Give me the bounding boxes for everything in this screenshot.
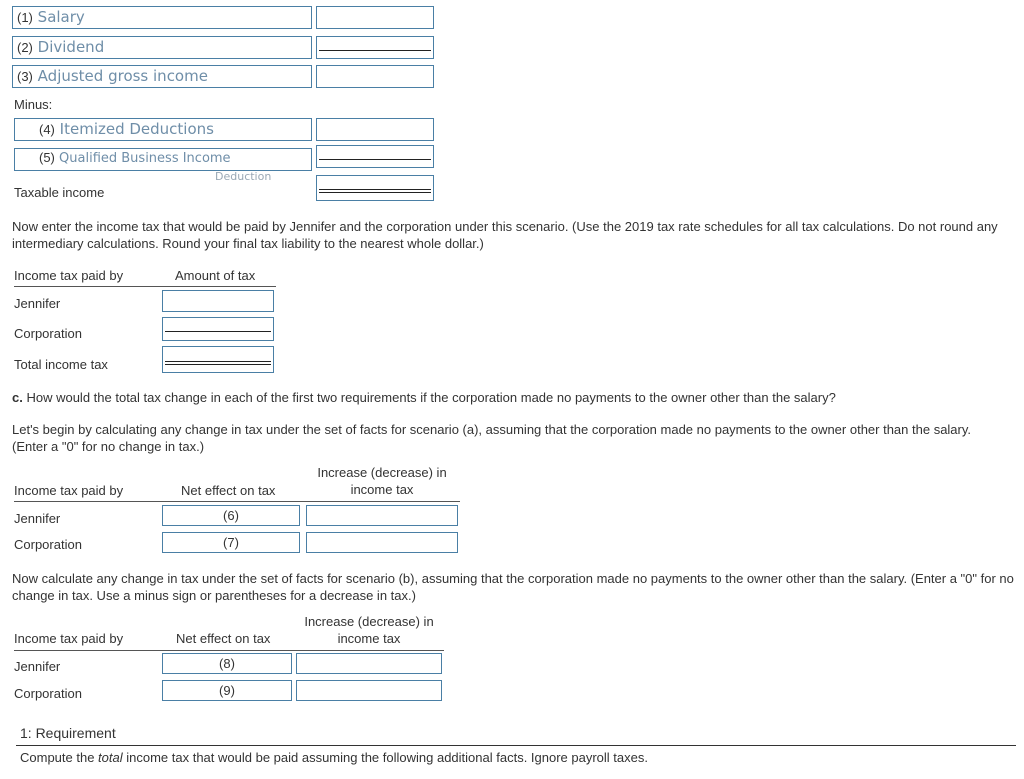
col-header-paid-by: Income tax paid by <box>14 268 124 283</box>
row-label-jennifer: Jennifer <box>14 296 61 311</box>
qbi-deduction-amount-input[interactable] <box>316 145 434 168</box>
table-a-col-header-change-line1: Increase (decrease) in <box>317 465 447 480</box>
table-a-row-jennifer: Jennifer <box>14 511 61 526</box>
table-b-row-jennifer: Jennifer <box>14 659 61 674</box>
table-a-col-header-change-line2: income tax <box>350 482 414 497</box>
table-b-corporation-change-input[interactable] <box>296 680 442 701</box>
taxable-income-amount-input[interactable] <box>316 175 434 201</box>
row-label-corporation: Corporation <box>14 326 82 341</box>
corporation-tax-input[interactable] <box>162 317 274 341</box>
row-number: (5) <box>39 150 55 165</box>
table-a-col-header-net: Net effect on tax <box>181 483 276 498</box>
dividend-label-box[interactable] <box>12 36 312 59</box>
jennifer-tax-input[interactable] <box>162 290 274 312</box>
scenario-instructions: Now enter the income tax that would be paid by Jennifer and the corporation under this scenario. (Use the 2019 tax rate schedules for all tax calculations. Do not round any intermediary calculations. Round your final tax liability to the nearest whole dollar.) <box>12 219 998 251</box>
taxable-income-label: Taxable income <box>14 185 105 200</box>
requirement-title: 1: Requirement <box>20 725 116 741</box>
table-b-corporation-net-input[interactable] <box>162 680 292 701</box>
header-divider <box>14 286 276 287</box>
dividend-amount-input[interactable] <box>316 36 434 59</box>
requirement-text-end: income tax that would be paid assuming the following additional facts. Ignore payroll taxes. <box>122 750 648 765</box>
part-c-question <box>12 389 1012 406</box>
agi-handwritten-label: Adjusted gross income <box>37 67 208 85</box>
row-number: (3) <box>17 69 33 84</box>
salary-handwritten-label: Salary <box>37 8 85 26</box>
table-b-col-header-net: Net effect on tax <box>176 631 271 646</box>
row-number: (1) <box>17 10 33 25</box>
row-number: (4) <box>39 122 55 137</box>
qbi-deduction-handwritten-label-line2: Deduction <box>215 170 272 183</box>
itemized-deductions-label-box[interactable] <box>14 118 312 141</box>
itemized-deductions-amount-input[interactable] <box>316 118 434 141</box>
minus-label: Minus: <box>14 97 53 112</box>
requirement-text <box>20 750 648 765</box>
row-number: (2) <box>17 40 33 55</box>
scenario-b-instructions: Now calculate any change in tax under the set of facts for scenario (b), assuming that the corporation made no payments to the owner other than the salary. (Enter a "0" for no change in tax. Use a minus sign or parentheses for a decrease in tax.) <box>12 571 1014 603</box>
marker-8: (8) <box>219 656 235 671</box>
table-b-col-header-change-line1: Increase (decrease) in <box>304 614 434 629</box>
table-a-jennifer-net-input[interactable] <box>162 505 300 526</box>
requirement-text-start: Compute the <box>20 750 99 765</box>
table-b-jennifer-net-input[interactable] <box>162 653 292 674</box>
table-a-row-corporation: Corporation <box>14 537 82 552</box>
agi-amount-input[interactable] <box>316 65 434 88</box>
part-c-question-text: How would the total tax change in each of the first two requirements if the corporation made no payments to the owner other than the salary? <box>26 390 836 405</box>
dividend-handwritten-label: Dividend <box>37 38 105 56</box>
qbi-deduction-handwritten-label: Qualified Business Income <box>59 151 231 166</box>
table-b-header-divider <box>14 650 444 651</box>
table-b-jennifer-change-input[interactable] <box>296 653 442 674</box>
agi-label-box[interactable] <box>12 65 312 88</box>
qbi-deduction-label-box[interactable] <box>14 148 312 171</box>
table-a-header-divider <box>14 501 460 502</box>
table-b-col-header-paid-by: Income tax paid by <box>14 631 124 646</box>
table-b-col-header-change-line2: income tax <box>337 631 401 646</box>
marker-6: (6) <box>223 508 239 523</box>
part-c-letter: c. <box>12 390 23 405</box>
itemized-deductions-handwritten-label: Itemized Deductions <box>59 120 214 138</box>
table-a-jennifer-change-input[interactable] <box>306 505 458 526</box>
marker-7: (7) <box>223 535 239 550</box>
row-label-total: Total income tax <box>14 357 108 372</box>
table-a-corporation-net-input[interactable] <box>162 532 300 553</box>
scenario-a-instructions: Let's begin by calculating any change in tax under the set of facts for scenario (a), assuming that the corporation made no payments to the owner other than the salary. (Enter a "0" for no change in tax.) <box>12 422 972 454</box>
requirement-text-emphasis: total <box>98 750 123 765</box>
table-a-col-header-paid-by: Income tax paid by <box>14 483 124 498</box>
salary-amount-input[interactable] <box>316 6 434 29</box>
table-b-row-corporation: Corporation <box>14 686 82 701</box>
col-header-amount: Amount of tax <box>175 268 256 283</box>
requirement-divider <box>16 745 1016 746</box>
marker-9: (9) <box>219 683 235 698</box>
total-tax-input[interactable] <box>162 346 274 373</box>
table-a-corporation-change-input[interactable] <box>306 532 458 553</box>
salary-label-box[interactable] <box>12 6 312 29</box>
